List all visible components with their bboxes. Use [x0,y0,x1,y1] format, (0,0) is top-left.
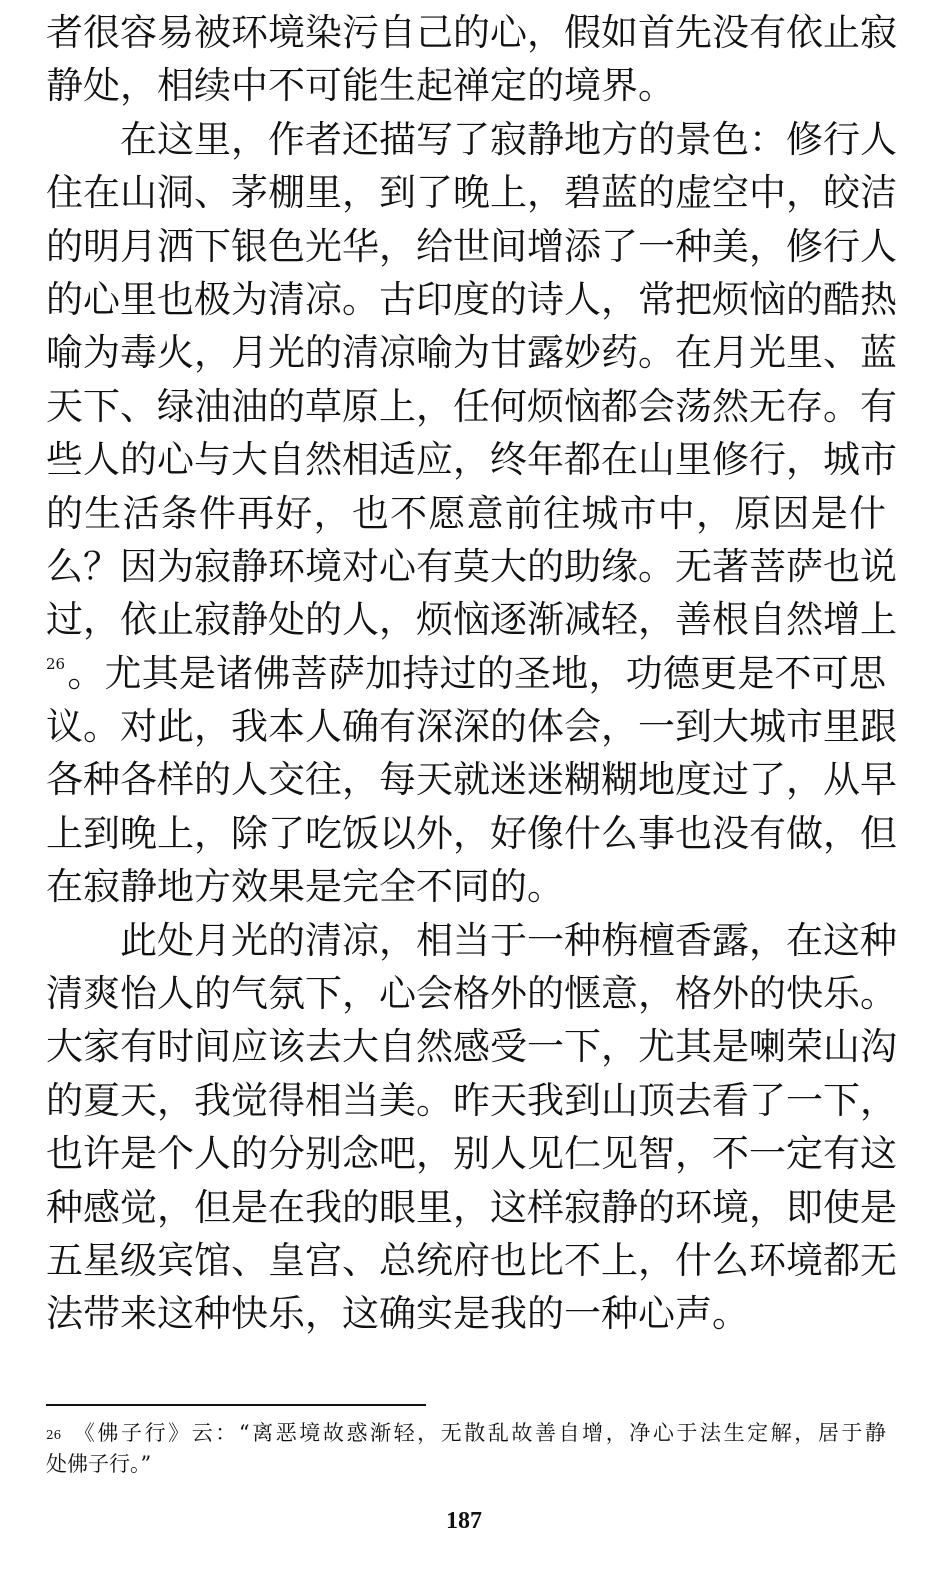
paragraph-start-line: 此处月光的清凉，相当于一种栴檀香露，在这种 [120,918,897,962]
text-line: 过，依止寂静处的人，烦恼逐渐减轻，善根自然增上 [46,598,897,642]
text-line: 大家有时间应该去大自然感受一下，尤其是喇荣山沟 [46,1025,897,1069]
text-line: 的心里也极为清凉。古印度的诗人，常把烦恼的酷热 [46,277,897,321]
text-line: 各种各样的人交往，每天就迷迷糊糊地度过了，从早 [46,758,897,802]
text-line: 议。对此，我本人确有深深的体会，一到大城市里跟 [46,705,897,749]
text-line: 静处，相续中不可能生起禅定的境界。 [46,64,675,108]
text-line: 天下、绿油油的草原上，任何烦恼都会荡然无存。有 [46,384,897,428]
text-line: 在寂静地方效果是完全不同的。 [46,865,564,909]
footnote-line [46,1418,886,1449]
text-line: 法带来这种快乐，这确实是我的一种心声。 [46,1292,749,1336]
text-line-content: 。尤其是诸佛菩萨加持过的圣地，功德更是不可思 [67,651,886,695]
text-line: 的生活条件再好，也不愿意前往城市中，原因是什 [46,491,886,535]
page-number: 187 [446,1508,482,1534]
paragraph-start-line: 在这里，作者还描写了寂静地方的景色：修行人 [120,117,897,161]
main-text [46,6,897,1341]
text-line: 住在山洞、茅棚里，到了晚上，碧蓝的虚空中，皎洁 [46,171,897,215]
text-line: 些人的心与大自然相适应，终年都在山里修行，城市 [46,438,897,482]
footnote-divider [46,1404,426,1406]
footnote-text: 《佛子行》云：“离恶境故惑渐轻，无散乱故善自增，净心于法生定解，居于静 [71,1421,886,1445]
text-line: 也许是个人的分别念吧，别人见仁见智，不一定有这 [46,1132,897,1176]
footnote-number: 26 [46,1428,62,1442]
text-line: 者很容易被环境染污自己的心，假如首先没有依止寂 [46,11,897,54]
text-line-with-footnote-ref [46,647,886,700]
text-line: 种感觉，但是在我的眼里，这样寂静的环境，即使是 [46,1185,897,1229]
footnote [46,1418,886,1480]
footnote-reference[interactable]: 26 [46,654,66,673]
text-line: 清爽怡人的气氛下，心会格外的惬意，格外的快乐。 [46,972,897,1016]
text-line: 的明月洒下银色光华，给世间增添了一种美，修行人 [46,224,897,268]
text-line: 五星级宾馆、皇宫、总统府也比不上，什么环境都无 [46,1238,897,1282]
text-line: 的夏天，我觉得相当美。昨天我到山顶去看了一下， [46,1078,897,1122]
footnote-line: 处佛子行。” [46,1452,152,1476]
text-line: 喻为毒火，月光的清凉喻为甘露妙药。在月光里、蓝 [46,331,897,375]
text-line: 么？因为寂静环境对心有莫大的助缘。无著菩萨也说 [46,544,897,588]
text-line: 上到晚上，除了吃饭以外，好像什么事也没有做，但 [46,811,897,855]
